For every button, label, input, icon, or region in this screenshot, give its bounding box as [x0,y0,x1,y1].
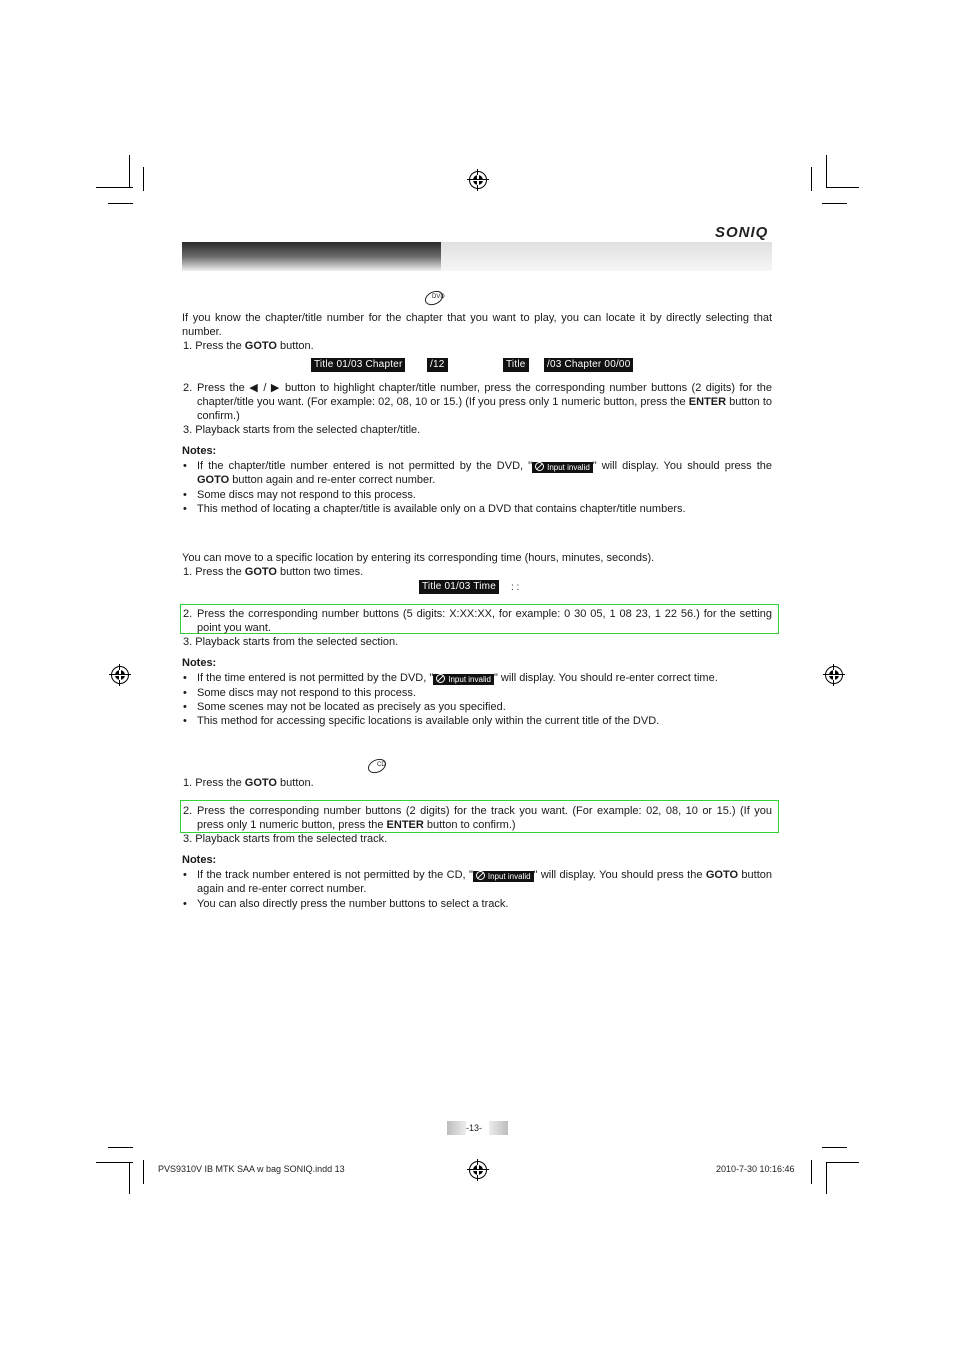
osd-title: Title [503,358,529,372]
registration-mark-icon [111,666,129,684]
crop-mark [143,1160,144,1184]
cd-label: CD [377,762,386,768]
bullet: • [183,672,187,684]
osd-chapter-total: /12 [427,358,448,372]
page-number-bar-right [489,1121,508,1135]
section3-step2: Press the corresponding number buttons (2 digits) for the track you want. (For example: 02, 08, 10 or 15.) (If you press only 1 numeric button, press the ENTER button to confirm.) [197,805,772,831]
section2-note1: If the time entered is not permitted by the DVD, " Input invalid " will display. You should re-enter correct time. [197,672,718,684]
prohibited-icon [436,674,445,683]
footer-timestamp: 2010-7-30 10:16:46 [716,1164,795,1174]
section2-notes-label: Notes: [182,657,217,669]
bullet: • [183,869,187,881]
section1-step3: 3. Playback starts from the selected chapter/title. [183,424,421,436]
crop-mark [108,1147,133,1148]
step-number: 2. [183,608,193,620]
bullet: • [183,489,187,501]
section2-note4: This method for accessing specific locations is available only within the current title of the DVD. [197,715,660,727]
input-invalid-osd: Input invalid [433,674,494,685]
page-number-bar-left [447,1121,466,1135]
prohibited-icon [535,462,544,471]
section1-note1: If the chapter/title number entered is not permitted by the DVD, " Input invalid " will display. You should press the GOTO button again and re-enter correct number. [197,460,772,486]
bullet: • [183,687,187,699]
crop-mark [96,1162,133,1163]
dvd-label: DVD [432,294,445,300]
brand-logo: SONIQ [715,224,769,241]
osd-title-total: /03 Chapter 00/00 [544,358,633,372]
crop-mark [826,187,859,188]
crop-mark [811,167,812,191]
section2-note3: Some scenes may not be located as precisely as you specified. [197,701,506,713]
crop-mark [822,203,847,204]
section2-note2: Some discs may not respond to this process. [197,687,416,699]
section3-step1: 1. Press the GOTO button. [183,777,314,789]
page-number: -13- [466,1123,483,1133]
section3-note1: If the track number entered is not permitted by the CD, " Input invalid " will display. You should press the GOTO button again and re-enter correct number. [197,869,773,895]
crop-mark [143,167,144,191]
section2-intro: You can move to a specific location by entering its corresponding time (hours, minutes, seconds). [182,552,655,564]
registration-mark-icon [469,171,487,189]
input-invalid-osd: Input invalid [532,462,593,473]
prohibited-icon [476,871,485,880]
bullet: • [183,503,187,515]
section-header-dark [182,242,441,271]
section3-step3: 3. Playback starts from the selected track. [183,833,388,845]
crop-mark [826,155,827,187]
section3-notes-label: Notes: [182,854,217,866]
crop-mark [826,1162,827,1194]
crop-mark [129,1162,130,1194]
section2-step1: 1. Press the GOTO button two times. [183,566,364,578]
section2-step3: 3. Playback starts from the selected section. [183,636,399,648]
crop-mark [811,1160,812,1184]
footer-filename: PVS9310V IB MTK SAA w bag SONIQ.indd 13 [158,1164,345,1174]
step-number: 2. [183,805,193,817]
bullet: • [183,898,187,910]
bullet: • [183,460,187,472]
osd-time-colons: : : [511,582,520,593]
crop-mark [96,187,133,188]
dvd-disc-icon [423,290,449,306]
section2-step2: Press the corresponding number buttons (5 digits: X:XX:XX, for example: 0 30 05, 1 08 23, 1 22 56.) for the setting point you want. [197,608,772,634]
section1-intro: If you know the chapter/title number for the chapter that you want to play, you can locate it by directly selecting that number. [182,312,772,338]
section1-step1: 1. Press the GOTO button. [183,340,314,352]
crop-mark [129,155,130,187]
bullet: • [183,701,187,713]
step-number: 2. [183,382,193,394]
section1-step2: Press the ◀ / ▶ button to highlight chapter/title number, press the corresponding number buttons (2 digits) for the chapter/title you want. (For example: 02, 08, 10 or 15.) (If you press only 1 numeric button, press the ENTER button to confirm.) [197,382,772,422]
section3-note2: You can also directly press the number buttons to select a track. [197,898,509,910]
bullet: • [183,715,187,727]
registration-mark-icon [469,1161,487,1179]
registration-mark-icon [825,666,843,684]
crop-mark [826,1162,859,1163]
cd-disc-icon [366,758,392,774]
osd-title-time: Title 01/03 Time [419,580,499,594]
input-invalid-osd: Input invalid [473,871,534,882]
section1-note3: This method of locating a chapter/title is available only on a DVD that contains chapter/title numbers. [197,503,686,515]
section1-notes-label: Notes: [182,445,217,457]
osd-title-chapter: Title 01/03 Chapter [311,358,405,372]
crop-mark [108,203,133,204]
crop-mark [822,1147,847,1148]
section1-note2: Some discs may not respond to this process. [197,489,416,501]
